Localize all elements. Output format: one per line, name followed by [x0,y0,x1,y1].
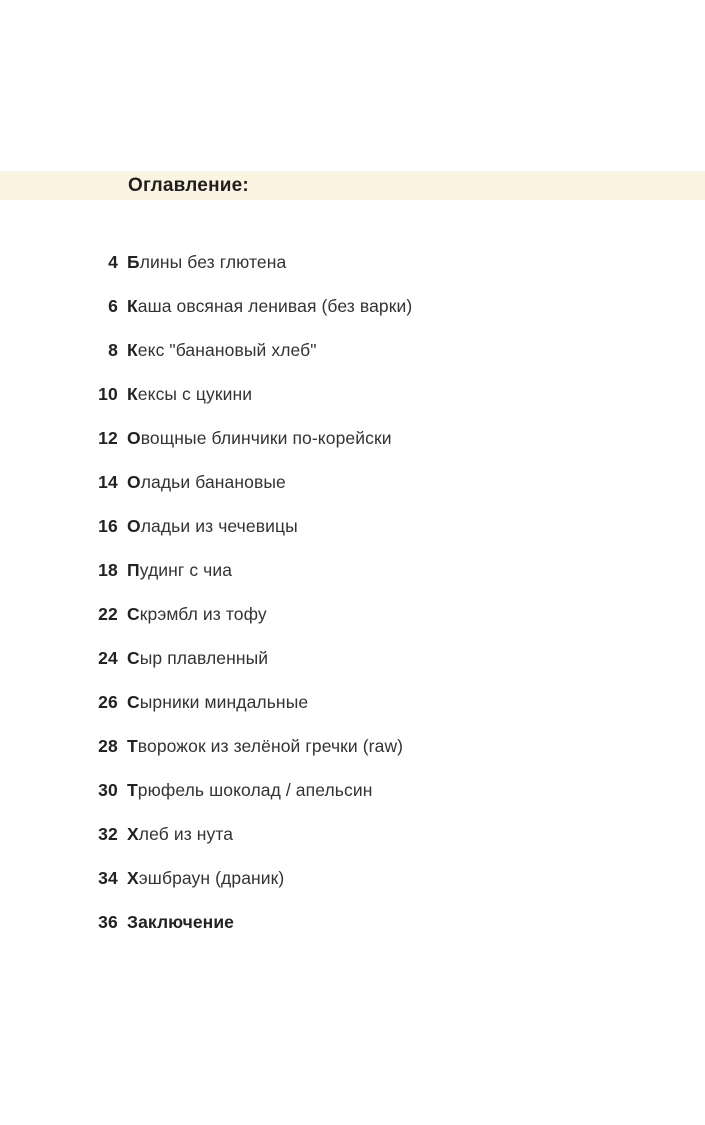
toc-title-first-letter: О [127,427,141,448]
toc-title-rest: ладьи банановые [140,471,286,492]
toc-title-first-letter: К [127,383,138,404]
toc-entry-title [127,472,286,493]
toc-title-first-letter: Х [127,867,139,888]
toc-entry[interactable] [0,460,705,504]
toc-title-rest: ладьи из чечевицы [140,515,298,536]
toc-entry[interactable] [0,240,705,284]
toc-entry-title [127,736,403,757]
toc-entry-title [127,252,286,273]
toc-title-first-letter: Т [127,779,138,800]
toc-title-first-letter: Х [127,823,139,844]
toc-entry[interactable] [0,284,705,328]
toc-title-rest: лины без глютена [139,251,287,272]
toc-title-first-letter: Б [127,251,140,272]
toc-title-first-letter: Т [127,735,138,756]
toc-title-rest: крэмбл из тофу [139,603,267,624]
toc-title-rest: эшбраун (драник) [138,867,285,888]
toc-title-first-letter: О [127,515,141,536]
toc-title-rest: ворожок из зелёной гречки (raw) [137,735,404,756]
toc-entry-title [127,428,392,449]
toc-title-rest: ырники миндальные [139,691,309,712]
toc-title-rest: аша овсяная ленивая (без варки) [137,295,413,316]
toc-page-number: 18 [98,559,118,580]
toc-page-number: 4 [108,251,118,272]
toc-page-number: 28 [98,735,118,756]
toc-entry[interactable] [0,812,705,856]
toc-title-rest: ексы с цукини [137,383,253,404]
toc-entry[interactable] [0,504,705,548]
toc-entry[interactable] [0,900,705,944]
toc-page-number: 34 [98,867,118,888]
toc-page-number: 26 [98,691,118,712]
toc-title-first-letter: С [127,647,140,668]
toc-title-first-letter: О [127,471,141,492]
toc-title-rest: рюфель шоколад / апельсин [137,779,373,800]
toc-entry[interactable] [0,416,705,460]
toc-title-first-letter: Заключение [127,911,235,932]
toc-title-first-letter: К [127,295,138,316]
toc-page-number: 32 [98,823,118,844]
toc-title-rest: екс "банановый хлеб" [137,339,317,360]
toc-entry-title [127,868,284,889]
toc-entry-title [127,912,234,933]
toc-page-number: 22 [98,603,118,624]
toc-entry[interactable] [0,636,705,680]
toc-page-number: 12 [98,427,118,448]
toc-page-number: 36 [98,911,118,932]
toc-title-rest: леб из нута [138,823,234,844]
toc-page-number: 30 [98,779,118,800]
toc-entry[interactable] [0,372,705,416]
toc-page-number: 8 [108,339,118,360]
toc-entry-title [127,648,268,669]
toc-title-first-letter: К [127,339,138,360]
toc-page-number: 6 [108,295,118,316]
toc-entry[interactable] [0,680,705,724]
toc-title-first-letter: С [127,691,140,712]
toc-title-first-letter: П [127,559,140,580]
toc-entry[interactable] [0,768,705,812]
toc-entry-title [127,604,267,625]
toc-title-rest: вощные блинчики по-корейски [140,427,392,448]
page-title: Оглавление: [128,174,249,196]
toc-entry[interactable] [0,592,705,636]
toc-header-bar [0,171,705,200]
toc-entry[interactable] [0,548,705,592]
toc-page-number: 14 [98,471,118,492]
toc-title-rest: ыр плавленный [139,647,269,668]
toc-entry-title [127,516,298,537]
toc-page-number: 24 [98,647,118,668]
toc-entry-title [127,296,412,317]
toc-entry[interactable] [0,856,705,900]
toc-entry[interactable] [0,328,705,372]
toc-entry-title [127,560,232,581]
toc-entry-title [127,824,233,845]
toc-entry-title [127,340,317,361]
toc-entry-title [127,384,252,405]
toc-title-rest: удинг с чиа [139,559,233,580]
toc-entry-title [127,692,308,713]
toc-entry-title [127,780,373,801]
toc-list [0,240,705,944]
toc-page-number: 16 [98,515,118,536]
toc-title-first-letter: С [127,603,140,624]
toc-page-number: 10 [98,383,118,404]
toc-entry[interactable] [0,724,705,768]
